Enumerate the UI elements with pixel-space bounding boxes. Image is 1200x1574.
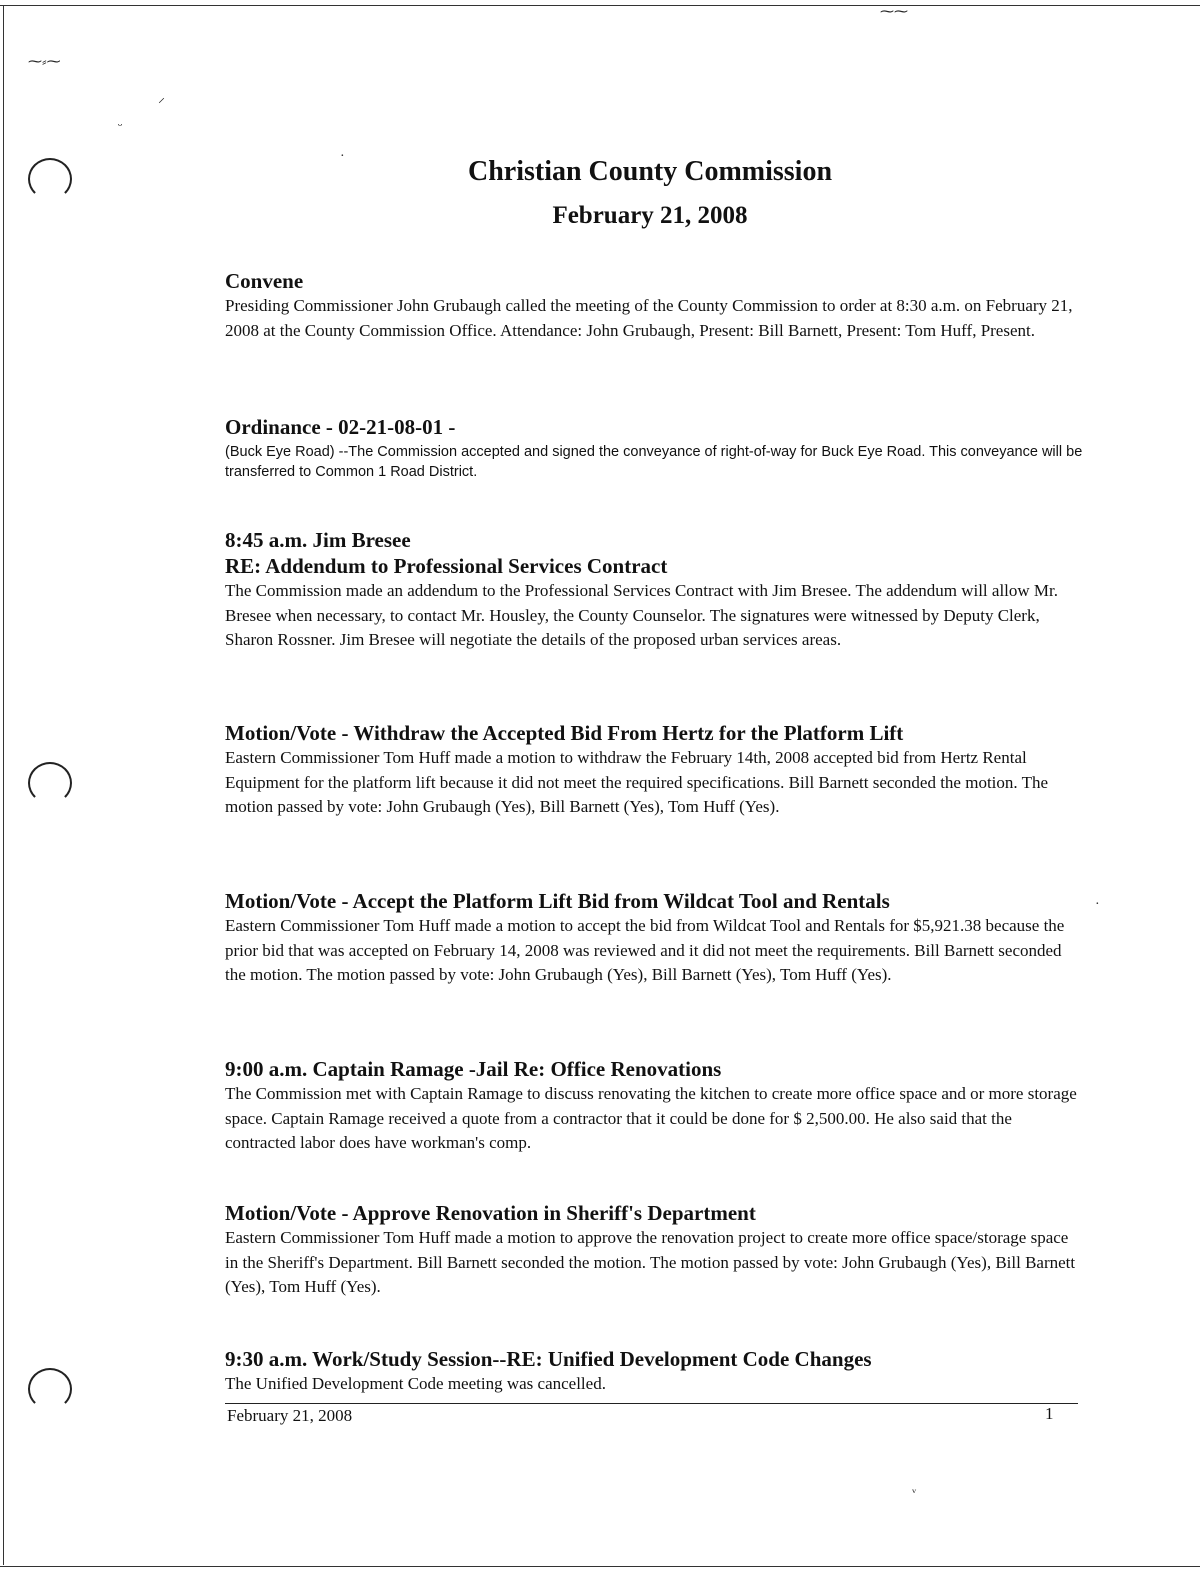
scan-speck-icon: ᵥ bbox=[912, 1481, 917, 1496]
section-heading: Motion/Vote - Withdraw the Accepted Bid From Hertz for the Platform Lift bbox=[225, 721, 904, 745]
section-body: (Buck Eye Road) --The Commission accepted and signed the conveyance of right-of-way for Buck Eye Road. This conveyance will be transferred to Common 1 Road District. bbox=[225, 444, 1083, 480]
section-body: The Unified Development Code meeting was cancelled. bbox=[225, 1374, 606, 1393]
scan-speck-icon: ᵕ bbox=[118, 119, 123, 134]
section-work-study bbox=[225, 1346, 1085, 1397]
section-jim-bresee bbox=[225, 527, 1085, 653]
scan-speck-icon: · bbox=[340, 149, 345, 164]
section-body: Eastern Commissioner Tom Huff made a motion to accept the bid from Wildcat Tool and Rentals for $5,921.38 because the prior bid that was accepted on February 14, 2008 was reviewed and it did not meet the requirements. Bill Barnett seconded the motion. The motion passed by vote: John Grubaugh (Yes), Bill Barnett (Yes), Tom Huff (Yes). bbox=[225, 916, 1065, 984]
footer-date: February 21, 2008 bbox=[227, 1406, 353, 1425]
scan-speck-icon: ⸝ bbox=[158, 91, 165, 106]
section-heading: 9:30 a.m. Work/Study Session--RE: Unified Development Code Changes bbox=[225, 1347, 872, 1371]
scan-border-left bbox=[3, 5, 4, 1565]
section-body: Presiding Commissioner John Grubaugh called the meeting of the County Commission to order at 8:30 a.m. on February 21, 2008 at the County Commission Office. Attendance: John Grubaugh, Present: Bill Barnett, Present: Tom Huff, Present. bbox=[225, 296, 1073, 340]
scan-border-bottom bbox=[0, 1566, 1200, 1567]
section-heading: Convene bbox=[225, 269, 304, 293]
section-body: The Commission met with Captain Ramage to discuss renovating the kitchen to create more office space and or more storage space. Captain Ramage received a quote from a contractor that it could be done for $ 2,500.00. He also said that the contracted labor does have workman's comp. bbox=[225, 1084, 1077, 1152]
section-body: Eastern Commissioner Tom Huff made a motion to approve the renovation project to create more office space/storage space in the Sheriff's Department. Bill Barnett seconded the motion. The motion passed by vote: John Grubaugh (Yes), Bill Barnett (Yes), Tom Huff (Yes). bbox=[225, 1228, 1076, 1296]
section-approve-renovation bbox=[225, 1200, 1085, 1300]
punch-hole-icon bbox=[28, 1368, 72, 1410]
page-number: 1 bbox=[1045, 1404, 1054, 1423]
section-heading: Motion/Vote - Accept the Platform Lift Bid from Wildcat Tool and Rentals bbox=[225, 889, 890, 913]
footer-rule bbox=[225, 1403, 1078, 1404]
section-body: Eastern Commissioner Tom Huff made a motion to withdraw the February 14th, 2008 accepted bid from Hertz Rental Equipment for the platform lift because it did not meet the required specifications. Bill Barnett seconded the motion. The motion passed by vote: John Grubaugh (Yes), Bill Barnett (Yes), Tom Huff (Yes). bbox=[225, 748, 1049, 816]
section-heading: Ordinance - 02-21-08-01 - bbox=[225, 415, 456, 439]
section-withdraw-bid bbox=[225, 720, 1085, 820]
section-ordinance bbox=[225, 414, 1085, 482]
section-body: The Commission made an addendum to the Professional Services Contract with Jim Bresee. The addendum will allow Mr. Bresee when necessary, to contact Mr. Housley, the County Counselor. The signatures were witnessed by Deputy Clerk, Sharon Rossner. Jim Bresee will negotiate the details of the proposed urban services areas. bbox=[225, 581, 1059, 649]
scan-border-top bbox=[0, 5, 1200, 6]
section-office-renovations bbox=[225, 1056, 1085, 1156]
section-convene bbox=[225, 268, 1085, 343]
document-date: February 21, 2008 bbox=[552, 202, 748, 229]
document-title: Christian County Commission bbox=[467, 156, 833, 187]
section-heading: Motion/Vote - Approve Renovation in Sheriff's Department bbox=[225, 1201, 756, 1225]
section-heading: 8:45 a.m. Jim Bresee bbox=[225, 528, 411, 552]
section-heading: 9:00 a.m. Captain Ramage -Jail Re: Office Renovations bbox=[225, 1057, 722, 1081]
section-accept-bid bbox=[225, 888, 1085, 988]
section-subheading: RE: Addendum to Professional Services Contract bbox=[225, 554, 668, 578]
punch-hole-icon bbox=[28, 762, 72, 804]
scan-speck-icon: ⁓⸗⁓ bbox=[28, 55, 61, 70]
scan-speck-icon: ⁓⁓ bbox=[880, 5, 908, 20]
scan-speck-icon: · bbox=[1095, 897, 1100, 912]
